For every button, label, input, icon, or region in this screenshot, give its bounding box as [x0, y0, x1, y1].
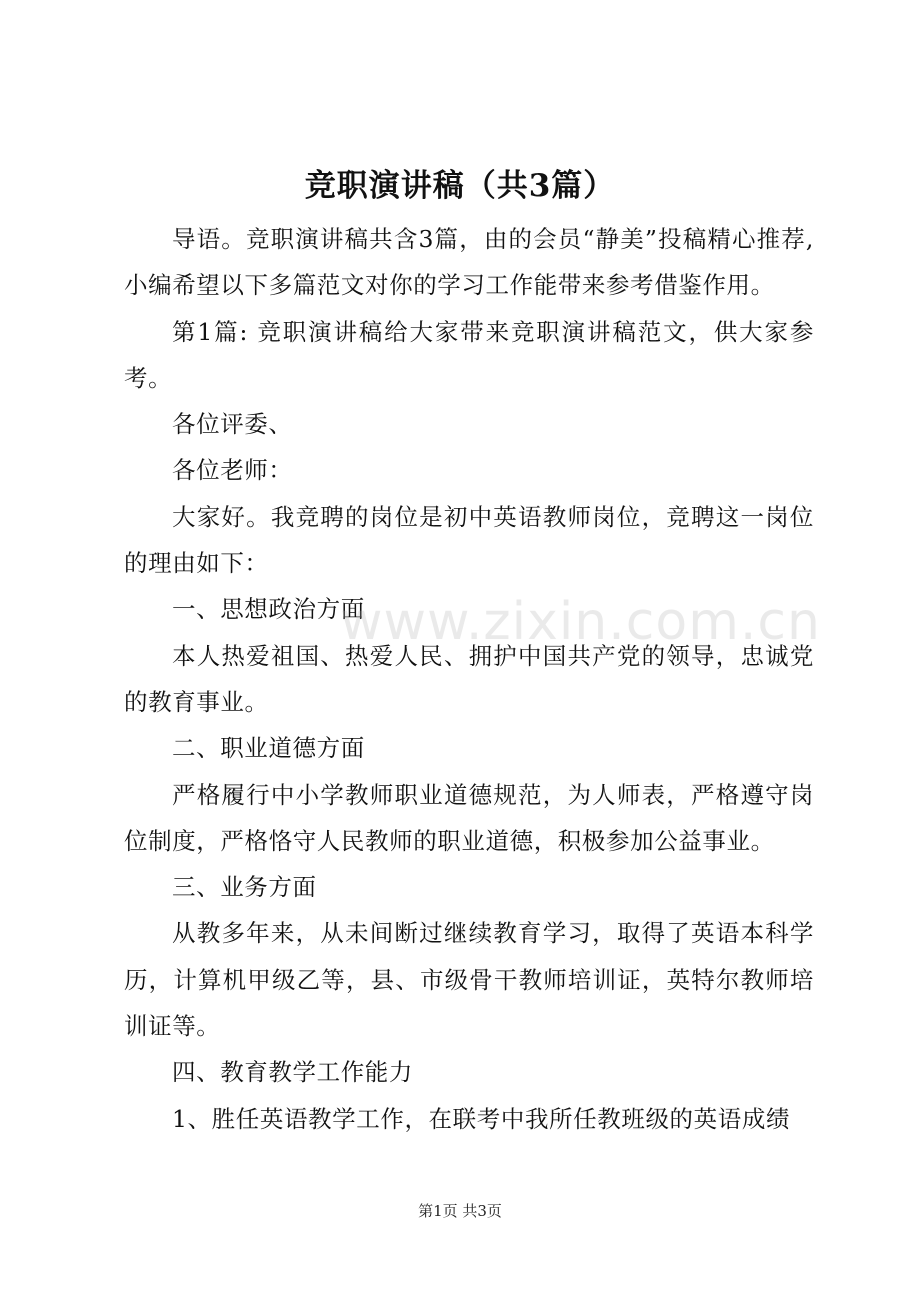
paragraph-politics: 本人热爱祖国、热爱人民、拥护中国共产党的领导，忠诚党的教育事业。 — [124, 641, 814, 716]
paragraph-salutation-teachers: 各位老师： — [172, 456, 293, 485]
paragraph-intro: 导语。竞职演讲稿共含3篇，由的会员“静美”投稿精心推荐,小编希望以下多篇范文对你的学习工作能带来参考借鉴作用。 — [124, 225, 814, 300]
section-heading-teaching: 四、教育教学工作能力 — [172, 1058, 413, 1087]
section-heading-ethics: 二、职业道德方面 — [172, 734, 365, 763]
paragraph-salutation-judges: 各位评委、 — [172, 410, 293, 439]
page-footer: 第1页 共3页 — [418, 1202, 502, 1220]
document-body — [124, 216, 814, 1142]
paragraph-teaching-1: 1、胜任英语教学工作，在联考中我所任教班级的英语成绩 — [172, 1104, 791, 1133]
section-heading-politics: 一、思想政治方面 — [172, 595, 365, 624]
paragraph-greeting: 大家好。我竞聘的岗位是初中英语教师岗位，竞聘这一岗位的理由如下： — [124, 502, 814, 578]
document-title: 竞职演讲稿（共3篇） — [304, 168, 616, 204]
paragraph-ethics: 严格履行中小学教师职业道德规范，为人师表，严格遵守岗位制度，严格恪守人民教师的职业道德，积极参加公益事业。 — [124, 780, 814, 855]
section-heading-business: 三、业务方面 — [172, 873, 317, 902]
paragraph-business: 从教多年来，从未间断过继续教育学习，取得了英语本科学历，计算机甲级乙等，县、市级骨干教师培训证，英特尔教师培训证等。 — [124, 919, 814, 1041]
paragraph-article-1-intro: 第1篇: 竞职演讲稿给大家带来竞职演讲稿范文，供大家参考。 — [124, 317, 814, 392]
watermark: www.zixin.com.cn — [340, 592, 821, 652]
